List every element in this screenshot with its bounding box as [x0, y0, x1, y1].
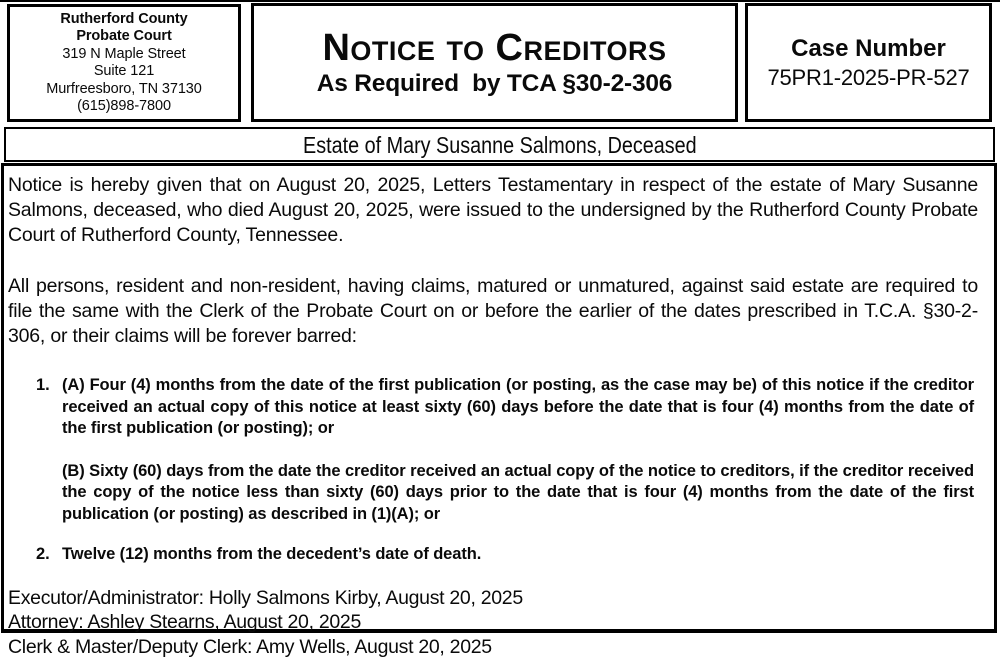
- deadline-option-a: (A) Four (4) months from the date of the first publication (or posting, as the case may be) of this notice if the creditor received an actual copy of this notice at least sixty (60) days before the date that is four (4) months from the date of the first publication (or posting); or: [62, 375, 974, 440]
- document-subtitle: As Required by TCA §30-2-306: [317, 69, 672, 99]
- court-name-line2: Probate Court: [76, 28, 171, 46]
- list-item-1: [36, 375, 974, 525]
- list-item-2-content: [62, 544, 974, 566]
- court-phone: (615)898-7800: [77, 98, 171, 116]
- court-suite: Suite 121: [94, 63, 154, 81]
- estate-title-bar: [4, 127, 995, 162]
- list-marker-2: 2.: [36, 544, 62, 566]
- estate-title-text: Estate of Mary Susanne Salmons, Deceased: [303, 132, 697, 158]
- document-title: Notice to Creditors: [322, 27, 666, 69]
- case-number-value: 75PR1-2025-PR-527: [767, 64, 969, 91]
- court-city-state-zip: Murfreesboro, TN 37130: [46, 81, 202, 99]
- deadline-twelve-months: Twelve (12) months from the decedent’s date of death.: [62, 544, 974, 566]
- case-number-box: [745, 3, 992, 122]
- notice-title-box: [251, 3, 738, 122]
- court-address-box: [7, 4, 241, 122]
- clerk-line: Clerk & Master/Deputy Clerk: Amy Wells, August 20, 2025: [8, 635, 978, 659]
- case-number-label: Case Number: [791, 34, 946, 64]
- list-marker-1: 1.: [36, 375, 62, 525]
- list-item-1-content: [62, 375, 974, 525]
- list-item-2: [36, 544, 974, 566]
- executor-line: Executor/Administrator: Holly Salmons Kirby, August 20, 2025: [8, 586, 978, 611]
- paragraph-letters-issued: Notice is hereby given that on August 20, 2025, Letters Testamentary in respect of the estate of Mary Susanne Salmons, deceased, who died August 20, 2025, were issued to the undersigned by the Rutherford County Probate Court of Rutherford County, Tennessee.: [8, 173, 978, 248]
- court-name-line1: Rutherford County: [60, 11, 187, 29]
- signature-block: [8, 586, 978, 659]
- deadline-option-b: (B) Sixty (60) days from the date the creditor received an actual copy of the notice to creditors, if the creditor received the copy of the notice less than sixty (60) days prior to the date that is four (4) months from the date of the first publication (or posting) as described in (1)(A); or: [62, 461, 974, 526]
- attorney-line: Attorney: Ashley Stearns, August 20, 2025: [8, 610, 978, 635]
- top-border-line: [0, 0, 1000, 2]
- claims-deadline-list: [8, 375, 978, 566]
- paragraph-claims-requirement: All persons, resident and non-resident, having claims, matured or unmatured, against said estate are required to file the same with the Clerk of the Probate Court on or before the earlier of the dates prescribed in T.C.A. §30-2-306, or their claims will be forever barred:: [8, 274, 978, 349]
- notice-body: [1, 163, 997, 633]
- court-street: 319 N Maple Street: [62, 46, 185, 64]
